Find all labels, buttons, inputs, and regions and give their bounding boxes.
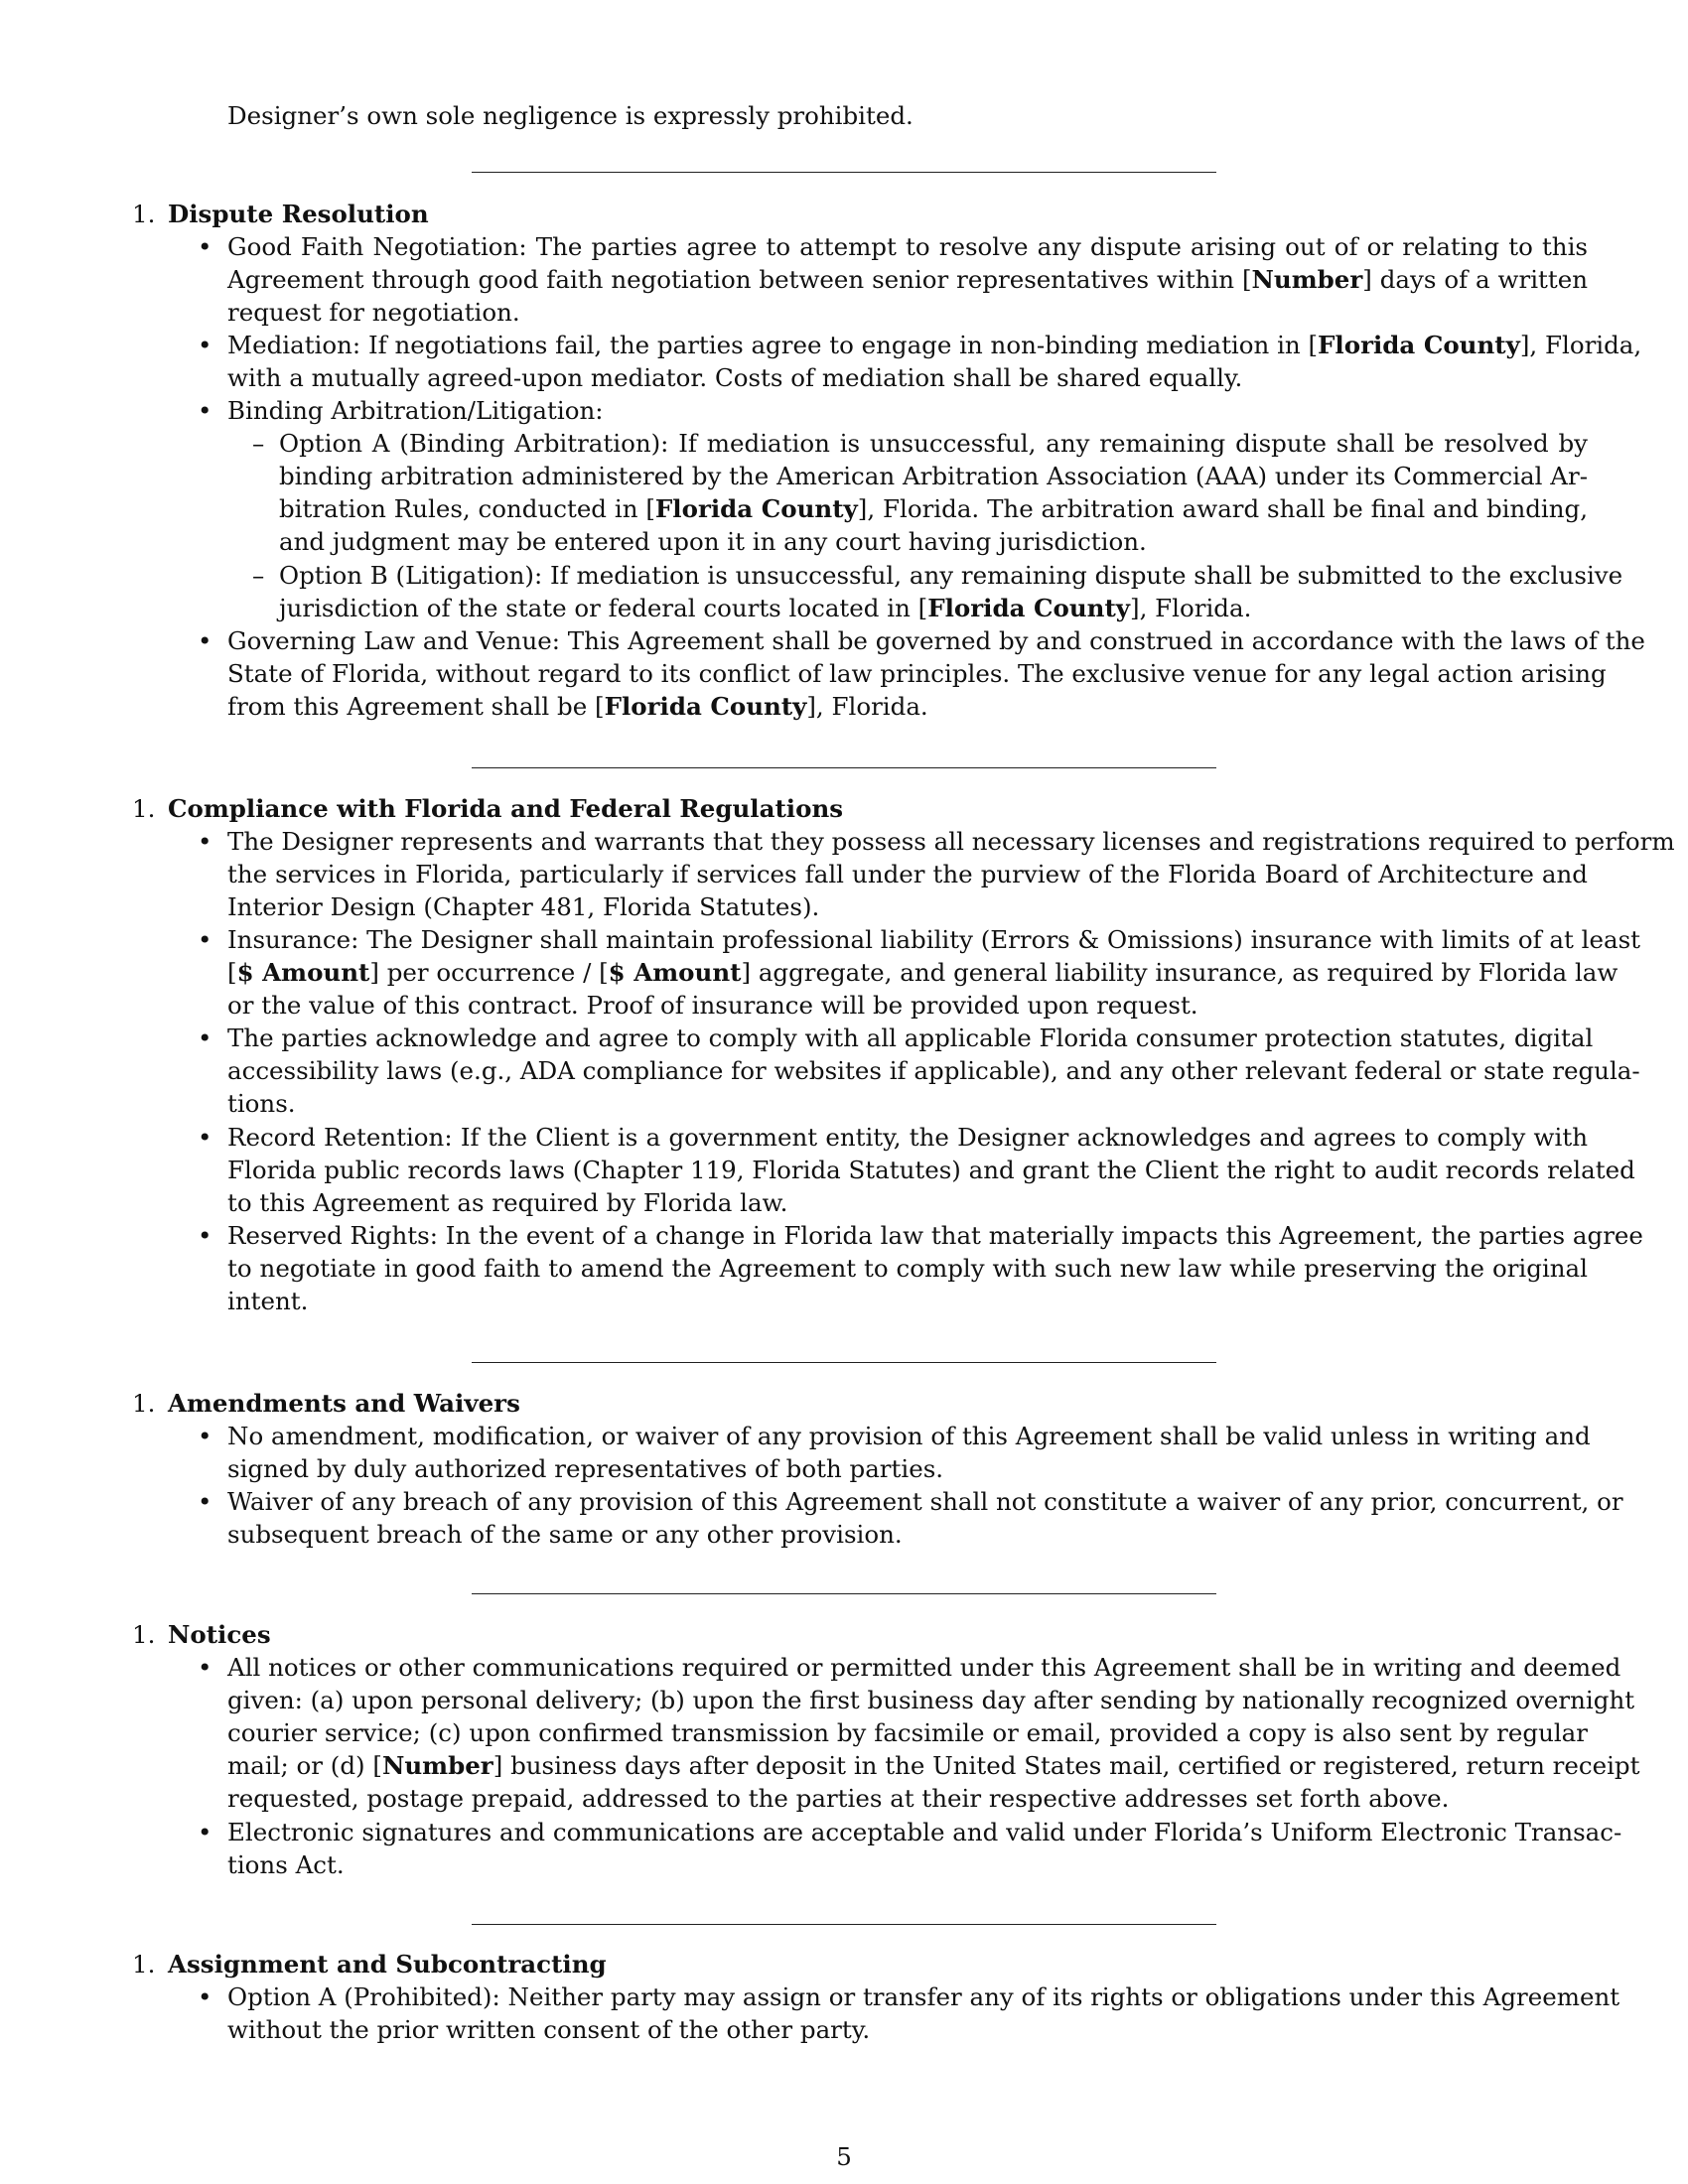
paragraph-line: Insurance: The Designer shall maintain professional liability (Errors & Omissions) insurance with limits of at least <box>227 925 1641 954</box>
paragraph-line: courier service; (c) upon confirmed transmission by facsimile or email, provided a copy is also sent by regular <box>227 1718 1588 1747</box>
bullet: • <box>198 1221 212 1250</box>
paragraph-line: and judgment may be entered upon it in any court having jurisdiction. <box>279 527 1147 556</box>
paragraph-line: Option A (Prohibited): Neither party may assign or transfer any of its rights or obligations under this Agreement <box>227 1982 1620 2011</box>
horizontal-rule <box>472 767 1216 768</box>
paragraph-line: Florida public records laws (Chapter 119, Florida Statutes) and grant the Client the right to audit records related <box>227 1156 1635 1184</box>
horizontal-rule <box>472 1593 1216 1594</box>
paragraph-line: to this Agreement as required by Florida law. <box>227 1188 788 1217</box>
paragraph-line: All notices or other communications required or permitted under this Agreement shall be in writing and deemed <box>227 1653 1621 1682</box>
bullet: • <box>198 1024 212 1052</box>
paragraph-line: Interior Design (Chapter 481, Florida Statutes). <box>227 892 820 921</box>
paragraph-line: [$ Amount] per occurrence / [$ Amount] aggregate, and general liability insurance, as required by Florida law <box>227 958 1618 987</box>
horizontal-rule <box>472 172 1216 173</box>
paragraph-line: signed by duly authorized representatives of both parties. <box>227 1454 944 1483</box>
paragraph-line: binding arbitration administered by the American Arbitration Association (AAA) under its Commercial Ar- <box>279 462 1588 490</box>
bullet: • <box>198 1982 212 2011</box>
paragraph-line: The Designer represents and warrants that they possess all necessary licenses and registrations required to perform <box>227 827 1675 856</box>
bullet: • <box>198 827 212 856</box>
paragraph-line: request for negotiation. <box>227 298 520 327</box>
paragraph-line: intent. <box>227 1287 309 1315</box>
paragraph-line: Good Faith Negotiation: The parties agree to attempt to resolve any dispute arising out of or relating to this <box>227 232 1588 261</box>
paragraph-line: accessibility laws (e.g., ADA compliance for websites if applicable), and any other relevant federal or state regula- <box>227 1056 1640 1085</box>
bullet: • <box>198 396 212 425</box>
bullet: • <box>198 925 212 954</box>
paragraph-line: State of Florida, without regard to its conflict of law principles. The exclusive venue for any legal action arising <box>227 659 1607 688</box>
paragraph-line: given: (a) upon personal delivery; (b) upon the first business day after sending by nationally recognized overnight <box>227 1686 1635 1714</box>
paragraph-line: Option A (Binding Arbitration): If mediation is unsuccessful, any remaining dispute shall be resolved by <box>279 429 1588 458</box>
paragraph-line: with a mutually agreed-upon mediator. Costs of mediation shall be shared equally. <box>227 363 1243 392</box>
paragraph-line: No amendment, modification, or waiver of any provision of this Agreement shall be valid unless in writing and <box>227 1422 1591 1450</box>
bullet: • <box>198 1487 212 1516</box>
section-number: 1. <box>132 1950 156 1979</box>
paragraph-line: Mediation: If negotiations fail, the parties agree to engage in non-binding mediation in [Florida County], Florida, <box>227 331 1642 359</box>
bullet: • <box>198 1818 212 1846</box>
paragraph-line: bitration Rules, conducted in [Florida County], Florida. The arbitration award shall be final and binding, <box>279 494 1589 523</box>
paragraph-line: Governing Law and Venue: This Agreement shall be governed by and construed in accordance with the laws of the <box>227 626 1645 655</box>
paragraph-line: the services in Florida, particularly if services fall under the purview of the Florida Board of Architecture and <box>227 860 1588 888</box>
paragraph-line: Binding Arbitration/Litigation: <box>227 396 604 425</box>
paragraph-line: tions. <box>227 1089 296 1118</box>
paragraph-line: Waiver of any breach of any provision of this Agreement shall not constitute a waiver of any prior, concurrent, or <box>227 1487 1623 1516</box>
section-number: 1. <box>132 794 156 823</box>
paragraph-line: to negotiate in good faith to amend the Agreement to comply with such new law while preserving the original <box>227 1254 1588 1283</box>
bullet: • <box>198 331 212 359</box>
section-title: Amendments and Waivers <box>168 1389 520 1418</box>
paragraph-line: from this Agreement shall be [Florida County], Florida. <box>227 692 928 721</box>
section-title: Compliance with Florida and Federal Regulations <box>168 794 844 823</box>
bullet: • <box>198 1653 212 1682</box>
section-number: 1. <box>132 1620 156 1649</box>
bullet: • <box>198 1422 212 1450</box>
section-number: 1. <box>132 200 156 228</box>
section-title: Assignment and Subcontracting <box>168 1950 607 1979</box>
dash-marker: – <box>252 561 265 590</box>
paragraph-line: The parties acknowledge and agree to comply with all applicable Florida consumer protection statutes, digital <box>227 1024 1594 1052</box>
paragraph-line: tions Act. <box>227 1850 345 1879</box>
section-title: Notices <box>168 1620 271 1649</box>
section-title: Dispute Resolution <box>168 200 429 228</box>
section-number: 1. <box>132 1389 156 1418</box>
paragraph-line: Agreement through good faith negotiation between senior representatives within [Number] days of a written <box>227 265 1589 294</box>
paragraph-line: Reserved Rights: In the event of a change in Florida law that materially impacts this Agreement, the parties agree <box>227 1221 1643 1250</box>
horizontal-rule <box>472 1362 1216 1363</box>
horizontal-rule <box>472 1924 1216 1925</box>
bullet: • <box>198 626 212 655</box>
paragraph-line: jurisdiction of the state or federal courts located in [Florida County], Florida. <box>279 594 1252 622</box>
paragraph-line: mail; or (d) [Number] business days after deposit in the United States mail, certified or registered, return receipt <box>227 1751 1640 1780</box>
paragraph-line: Option B (Litigation): If mediation is unsuccessful, any remaining dispute shall be submitted to the exclusive <box>279 561 1623 590</box>
paragraph-line: or the value of this contract. Proof of insurance will be provided upon request. <box>227 991 1198 1020</box>
paragraph-line: Record Retention: If the Client is a government entity, the Designer acknowledges and agrees to comply with <box>227 1123 1588 1152</box>
bullet: • <box>198 1123 212 1152</box>
paragraph-line: without the prior written consent of the other party. <box>227 2015 871 2044</box>
bullet: • <box>198 232 212 261</box>
paragraph-line: Designer’s own sole negligence is expressly prohibited. <box>227 101 914 130</box>
page-number: 5 <box>836 2142 852 2171</box>
paragraph-line: subsequent breach of the same or any other provision. <box>227 1520 903 1549</box>
dash-marker: – <box>252 429 265 458</box>
paragraph-line: requested, postage prepaid, addressed to the parties at their respective addresses set forth above. <box>227 1784 1450 1813</box>
paragraph-line: Electronic signatures and communications are acceptable and valid under Florida’s Uniform Electronic Transac- <box>227 1818 1622 1846</box>
